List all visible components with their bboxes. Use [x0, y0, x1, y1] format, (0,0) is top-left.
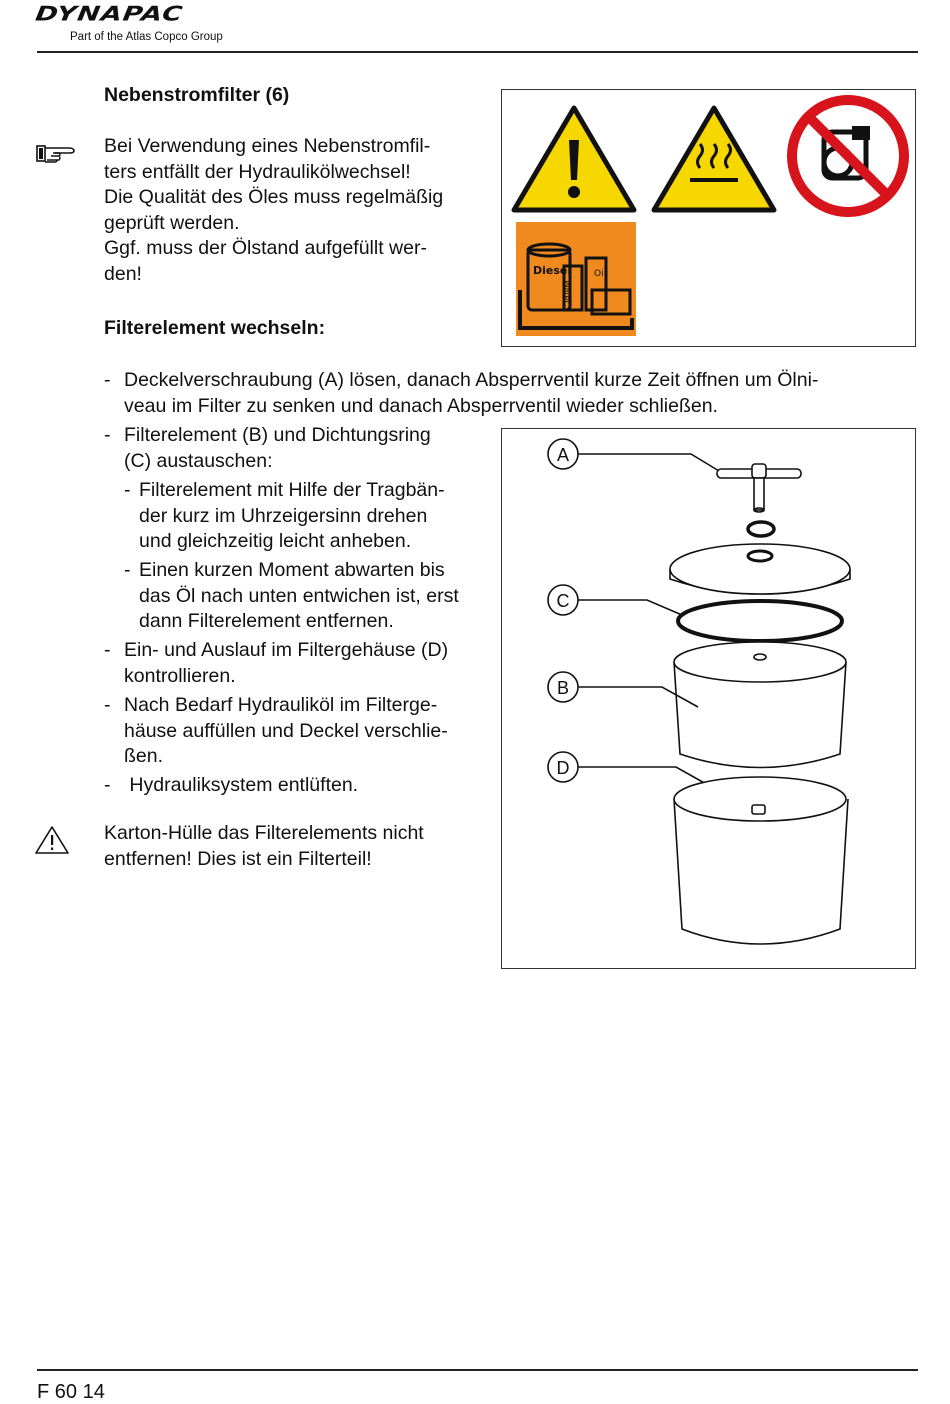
step-line: veau im Filter zu senken und danach Absperrventil wieder schließen.: [124, 394, 718, 417]
step-2b: [124, 558, 490, 635]
brand-tagline: Part of the Atlas Copco Group: [70, 31, 223, 43]
note-line: den!: [104, 262, 142, 285]
warning-line: Karton-Hülle das Filterelements nicht: [104, 822, 424, 844]
step-line: Ein- und Auslauf im Filtergehäuse (D): [124, 639, 449, 661]
step-2: [104, 423, 490, 474]
step-line: Einen kurzen Moment abwarten bis: [139, 559, 445, 581]
step-line: Hydrauliksystem entlüften.: [124, 774, 359, 796]
step-1: [104, 368, 916, 419]
note-paragraph: [104, 134, 490, 287]
safety-symbols-graphic: [502, 90, 915, 346]
footer-rule: [37, 1369, 918, 1371]
filter-diagram: [501, 428, 916, 969]
note-line: geprüft werden.: [104, 211, 240, 234]
pointing-hand-icon: [35, 141, 77, 170]
safety-symbols-box: [501, 89, 916, 347]
step-5: [104, 773, 490, 799]
step-3: [104, 638, 490, 689]
step-line: das Öl nach unten entwichen ist, erst: [139, 584, 459, 607]
leader-c: [578, 600, 682, 615]
leader-a: [578, 454, 724, 474]
filter-housing-d: [674, 777, 848, 944]
seal-ring-c: [678, 601, 842, 641]
bullet: -: [104, 774, 111, 796]
caution-icon: [34, 825, 70, 860]
note-line: ters entfällt der Hydraulikölwechsel!: [104, 160, 411, 183]
header-rule: [37, 51, 918, 53]
general-warning-icon: [514, 108, 634, 210]
step-line: kontrollieren.: [124, 664, 236, 687]
label-d: D: [556, 758, 570, 778]
prohibition-icon: [792, 100, 904, 212]
label-a: A: [556, 445, 570, 465]
brand-logo: [33, 2, 223, 43]
hot-surface-warning-icon: [654, 108, 774, 210]
leader-b: [578, 687, 698, 707]
step-line: der kurz im Uhrzeigersinn drehen: [139, 504, 428, 527]
brand-name: DYNAPAC: [33, 2, 185, 26]
step-line: Filterelement mit Hilfe der Tragbän-: [139, 479, 445, 501]
diesel-label: Diesel: [533, 264, 572, 277]
step-2a: [124, 478, 490, 555]
filter-diagram-graphic: [502, 429, 915, 968]
bullet: -: [104, 694, 111, 716]
step-line: dann Filterelement entfernen.: [139, 610, 394, 632]
label-b: B: [556, 678, 570, 698]
step-line: Filterelement (B) und Dichtungsring: [124, 424, 431, 446]
warning-line: entfernen! Dies ist ein Filterteil!: [104, 847, 372, 870]
oil-label: Oil: [594, 269, 607, 279]
section-title: Nebenstromfilter (6): [104, 84, 290, 106]
leader-d: [578, 767, 708, 785]
step-line: Deckelverschraubung (A) lösen, danach Absperrventil kurze Zeit öffnen um Ölni-: [124, 369, 819, 391]
cover-screw-a: [717, 464, 801, 512]
note-line: Die Qualität des Öles muss regelmäßig: [104, 186, 444, 208]
filter-lid: [670, 544, 850, 594]
filter-element-b: [674, 642, 846, 768]
bullet: -: [104, 424, 111, 446]
step-line: und gleichzeitig leicht anheben.: [139, 530, 412, 552]
section-subtitle: Filterelement wechseln:: [104, 317, 326, 339]
water-label: Water: [562, 280, 572, 304]
note-line: Bei Verwendung eines Nebenstromfil-: [104, 135, 431, 157]
label-c: C: [556, 591, 570, 611]
bullet: -: [124, 479, 131, 501]
disposal-symbol-icon: [516, 222, 636, 336]
bullet: -: [124, 559, 131, 581]
page-number: F 60 14: [37, 1381, 105, 1403]
o-ring-small: [748, 522, 774, 536]
step-line: (C) austauschen:: [124, 449, 273, 472]
note-line: Ggf. muss der Ölstand aufgefüllt wer-: [104, 237, 427, 259]
step-line: ßen.: [124, 745, 164, 767]
step-line: häuse auffüllen und Deckel verschlie-: [124, 719, 448, 742]
step-4: [104, 693, 490, 770]
step-line: Nach Bedarf Hydrauliköl im Filterge-: [124, 694, 438, 716]
bullet: -: [104, 369, 111, 391]
bullet: -: [104, 639, 111, 661]
warning-paragraph: [104, 821, 490, 872]
